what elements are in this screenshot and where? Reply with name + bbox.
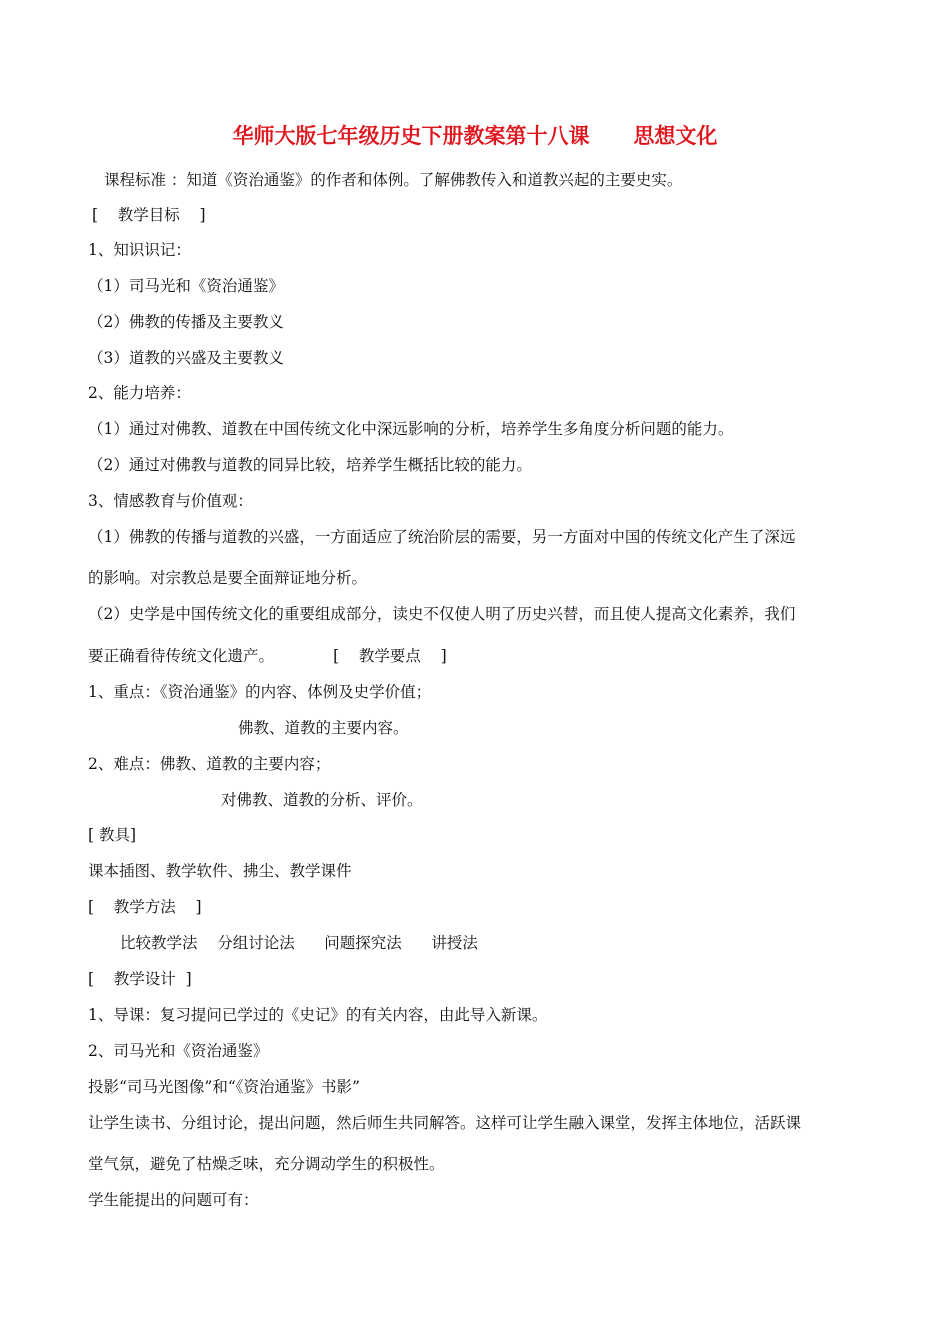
key-point-2: 2、难点：佛教、道教的主要内容； bbox=[88, 755, 331, 773]
ability-item: （2）通过对佛教与道教的同异比较，培养学生概括比较的能力。 bbox=[88, 456, 532, 474]
ability-item: （1）通过对佛教、道教在中国传统文化中深远影响的分析，培养学生多角度分析问题的能力。 bbox=[88, 420, 734, 438]
values-heading: 3、情感教育与价值观： bbox=[88, 492, 253, 510]
discussion-text: 让学生读书、分组讨论，提出问题，然后师生共同解答。这样可让学生融入课堂，发挥主体地位，活跃课 bbox=[88, 1114, 802, 1132]
values-paragraph-1-cont: 的影响。对宗教总是要全面辩证地分析。 bbox=[88, 569, 368, 587]
objectives-heading: [ 教学目标 ] bbox=[92, 206, 206, 224]
methods-text: 比较教学法 分组讨论法 问题探究法 讲授法 bbox=[120, 934, 478, 952]
values-paragraph-2: （2）史学是中国传统文化的重要组成部分，读史不仅使人明了历史兴替，而且使人提高文化素养，我们 bbox=[88, 605, 796, 623]
knowledge-item: （2）佛教的传播及主要教义 bbox=[88, 313, 284, 331]
knowledge-heading: 1、知识识记： bbox=[88, 241, 191, 259]
document-title: 华师大版七年级历史下册教案第十八课 思想文化 bbox=[232, 124, 718, 148]
design-step-1: 1、导课：复习提问已学过的《史记》的有关内容，由此导入新课。 bbox=[88, 1006, 548, 1024]
design-heading: [ 教学设计 ] bbox=[88, 970, 192, 988]
ability-heading: 2、能力培养： bbox=[88, 384, 191, 402]
projection-text: 投影“司马光图像”和“《资治通鉴》书影” bbox=[88, 1078, 360, 1096]
values-paragraph-2-cont: 要正确看待传统文化遗产。 [ 教学要点 ] bbox=[88, 647, 447, 665]
design-step-2: 2、司马光和《资治通鉴》 bbox=[88, 1042, 269, 1060]
methods-heading: [ 教学方法 ] bbox=[88, 898, 202, 916]
tools-heading: [ 教具] bbox=[88, 826, 137, 844]
values-paragraph-1: （1）佛教的传播与道教的兴盛，一方面适应了统治阶层的需要，另一方面对中国的传统文化产生了深远 bbox=[88, 528, 796, 546]
knowledge-item: （3）道教的兴盛及主要教义 bbox=[88, 349, 284, 367]
tools-text: 课本插图、教学软件、拂尘、教学课件 bbox=[88, 862, 352, 880]
key-point-2-cont: 对佛教、道教的分析、评价。 bbox=[221, 791, 423, 809]
key-point-1: 1、重点：《资治通鉴》的内容、体例及史学价值； bbox=[88, 683, 432, 701]
questions-lead: 学生能提出的问题可有： bbox=[88, 1191, 259, 1209]
curriculum-standard: 课程标准 ：知道《资治通鉴》的作者和体例。了解佛教传入和道教兴起的主要史实。 bbox=[104, 171, 683, 189]
key-point-1-cont: 佛教、道教的主要内容。 bbox=[238, 719, 409, 737]
knowledge-item: （1）司马光和《资治通鉴》 bbox=[88, 277, 284, 295]
discussion-text-cont: 堂气氛，避免了枯燥乏味，充分调动学生的积极性。 bbox=[88, 1155, 445, 1173]
